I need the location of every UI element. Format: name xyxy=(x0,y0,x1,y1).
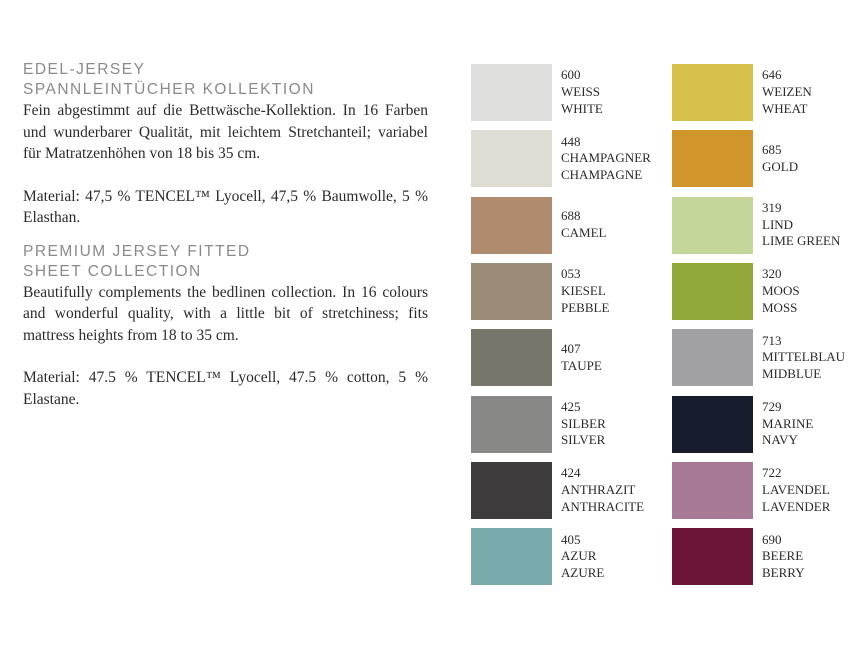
color-code: 425 xyxy=(561,398,581,414)
color-name-en: ANTHRACITE xyxy=(561,498,645,514)
color-label xyxy=(561,266,609,316)
color-code: 688 xyxy=(561,208,581,224)
color-code: 053 xyxy=(561,266,581,282)
color-swatch xyxy=(672,528,753,585)
color-name-de: SILBER xyxy=(561,415,606,431)
color-name-de: WEIZEN xyxy=(762,84,812,100)
color-name-en: PEBBLE xyxy=(561,299,610,315)
german-heading xyxy=(23,60,428,100)
color-name-de: AZUR xyxy=(561,548,597,564)
color-code: 685 xyxy=(762,142,782,158)
color-code: 448 xyxy=(561,133,581,149)
color-swatch xyxy=(471,197,552,254)
color-label xyxy=(762,333,845,383)
color-name-en: CHAMPAGNE xyxy=(561,167,643,183)
color-name-de: MARINE xyxy=(762,415,814,431)
color-swatch xyxy=(471,64,552,121)
english-description: Beautifully complements the bedlinen collection. In 16 colours and wonderful quality, with a little bit of stretchiness; fits mattress heights from 18 to 35 cm. xyxy=(23,283,428,344)
color-name-en: CAMEL xyxy=(561,225,607,241)
color-label xyxy=(561,465,644,515)
color-name-de: LIND xyxy=(762,216,794,232)
color-name-de: MITTELBLAU xyxy=(762,349,846,365)
color-label xyxy=(561,341,602,374)
color-code: 600 xyxy=(561,67,581,83)
color-name-en: LIME GREEN xyxy=(762,233,841,249)
color-code: 407 xyxy=(561,341,581,356)
color-name-de: ANTHRAZIT xyxy=(561,481,636,497)
english-material: Material: 47.5 % TENCEL™ Lyocell, 47.5 % cotton, 5 % Elastane. xyxy=(23,369,428,408)
color-name-en: AZURE xyxy=(561,564,605,580)
color-name-en: MIDBLUE xyxy=(762,366,822,382)
color-name-en: SILVER xyxy=(561,432,606,448)
color-swatch xyxy=(672,396,753,453)
color-code: 729 xyxy=(762,398,782,414)
color-swatch xyxy=(471,130,552,187)
color-code: 690 xyxy=(762,531,782,547)
color-name-en: TAUPE xyxy=(561,357,602,373)
color-code: 405 xyxy=(561,531,581,547)
color-swatch xyxy=(471,263,552,320)
color-name-de: BEERE xyxy=(762,548,804,564)
color-label xyxy=(762,532,805,582)
text-column xyxy=(23,60,428,410)
color-swatch xyxy=(672,263,753,320)
english-heading-line1: PREMIUM JERSEY FITTED xyxy=(23,242,251,260)
color-name-de: LAVENDEL xyxy=(762,481,830,497)
color-label xyxy=(561,399,606,449)
color-name-en: WHEAT xyxy=(762,100,808,116)
german-description: Fein abgestimmt auf die Bettwäsche-Kollektion. In 16 Farben und wunderbarer Qualität, mit leichtem Stretchanteil; variabel für Matratzenhöhen von 18 bis 35 cm. xyxy=(23,102,428,162)
color-name-en: NAVY xyxy=(762,432,798,448)
color-swatch xyxy=(672,197,753,254)
color-code: 722 xyxy=(762,465,782,481)
color-label xyxy=(561,532,604,582)
color-name-de: MOOS xyxy=(762,283,800,299)
color-label xyxy=(762,200,840,250)
color-name-en: MOSS xyxy=(762,299,798,315)
color-label xyxy=(762,142,798,175)
color-swatch xyxy=(672,329,753,386)
color-name-en: WHITE xyxy=(561,100,603,116)
color-swatch xyxy=(471,329,552,386)
color-swatch xyxy=(672,130,753,187)
color-code: 319 xyxy=(762,200,782,216)
english-heading-line2: SHEET COLLECTION xyxy=(23,262,202,280)
color-name-de: KIESEL xyxy=(561,283,606,299)
color-label xyxy=(762,266,800,316)
color-label xyxy=(762,67,812,117)
color-code: 646 xyxy=(762,67,782,83)
color-swatch xyxy=(672,64,753,121)
color-code: 713 xyxy=(762,332,782,348)
color-label xyxy=(561,67,603,117)
english-heading xyxy=(23,242,428,282)
color-code: 320 xyxy=(762,266,782,282)
color-name-en: BERRY xyxy=(762,564,805,580)
color-swatch xyxy=(471,462,552,519)
german-heading-line2: SPANNLEINTÜCHER KOLLEKTION xyxy=(23,81,315,98)
german-material: Material: 47,5 % TENCEL™ Lyocell, 47,5 % Baumwolle, 5 % Elasthan. xyxy=(23,187,428,226)
color-swatch xyxy=(471,396,552,453)
color-name-en: GOLD xyxy=(762,158,799,174)
color-name-de: WEISS xyxy=(561,84,600,100)
color-name-de: CHAMPAGNER xyxy=(561,150,651,166)
color-label xyxy=(561,208,607,241)
color-swatch xyxy=(471,528,552,585)
color-swatch xyxy=(672,462,753,519)
color-label xyxy=(762,399,813,449)
color-label xyxy=(561,134,651,184)
color-name-en: LAVENDER xyxy=(762,498,831,514)
german-heading-line1: EDEL-JERSEY xyxy=(23,61,146,78)
color-label xyxy=(762,465,830,515)
color-code: 424 xyxy=(561,465,581,481)
